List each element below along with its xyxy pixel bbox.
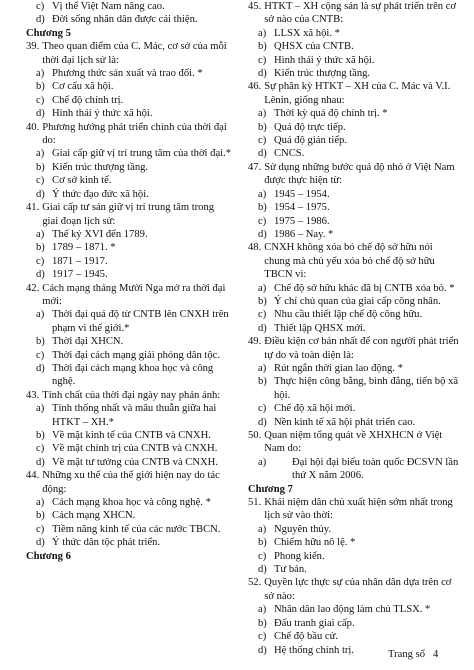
option-text: Kiến trúc thượng tầng.: [52, 161, 149, 173]
question: [26, 40, 232, 67]
answer-option: [248, 295, 460, 308]
option-text: Hình thái ý thức xã hội.: [274, 54, 375, 66]
option-text: Ý thức dân tộc phát triển.: [52, 537, 161, 549]
question: [26, 282, 232, 309]
answer-option: [248, 121, 460, 134]
option-label: c): [258, 135, 267, 147]
answer-option: [26, 94, 232, 107]
answer-option: [248, 563, 460, 576]
option-label: c): [258, 631, 267, 643]
option-label: c): [36, 349, 45, 361]
option-label: d): [258, 644, 267, 656]
option-text: Tư bản.: [274, 564, 307, 576]
question-number: 43.: [26, 389, 40, 401]
option-text: Tiềm năng kinh tế của các nước TBCN.: [52, 523, 221, 535]
option-text: Giai cấp giữ vị trí trung tâm của thời đại.*: [52, 148, 232, 160]
option-text: Cách mạng XHCN.: [52, 510, 136, 522]
option-label: c): [36, 255, 45, 267]
question-text: Sử dụng những bước quá độ nhỏ ở Việt Nam được thực hiện từ:: [264, 161, 455, 187]
option-text: Thời kỳ quá độ chính trị. *: [274, 108, 388, 120]
answer-option: [248, 188, 460, 201]
option-text: Hình thái ý thức xã hội.: [52, 108, 153, 120]
chapter-heading: Chương 5: [26, 27, 71, 39]
option-label: d): [36, 14, 45, 26]
option-label: c): [258, 215, 267, 227]
answer-option: [248, 67, 460, 80]
page-number: 4: [432, 649, 439, 660]
question: [248, 576, 460, 603]
option-text: Ý chí chủ quan của giai cấp công nhân.: [274, 295, 441, 307]
option-label: d): [36, 188, 45, 200]
left-column: [26, 0, 232, 563]
question-number: 47.: [248, 161, 262, 173]
option-label: a): [258, 456, 267, 468]
answer-option: [248, 308, 460, 321]
option-label: d): [258, 416, 267, 428]
option-text: Thời đại cách mạng khoa học và công nghệ.: [52, 362, 214, 388]
option-text: 1954 – 1975.: [274, 202, 330, 214]
option-label: a): [36, 148, 45, 160]
answer-option: [248, 416, 460, 429]
option-text: Chế độ sở hữu khác đã bị CNTB xóa bỏ. *: [274, 282, 455, 294]
answer-option: [248, 617, 460, 630]
option-label: b): [258, 537, 267, 549]
option-text: Thế kỷ XVI đến 1789.: [52, 228, 148, 240]
answer-option: [26, 13, 232, 26]
answer-option: [26, 80, 232, 93]
option-label: a): [36, 68, 45, 80]
option-label: c): [36, 523, 45, 535]
question: [26, 469, 232, 496]
option-text: 1986 – Nay. *: [274, 228, 334, 240]
answer-option: [26, 349, 232, 362]
chapter-heading: Chương 6: [26, 550, 71, 562]
option-text: Vị thế Việt Nam nâng cao.: [52, 1, 165, 12]
option-text: Nhu cầu thiết lập chế độ công hữu.: [274, 309, 423, 321]
answer-option: [248, 536, 460, 549]
answer-option: [26, 509, 232, 522]
option-text: Đời sống nhân dân được cải thiện.: [52, 14, 198, 26]
answer-option: [26, 0, 232, 13]
answer-option: [26, 442, 232, 455]
answer-option: [26, 241, 232, 254]
question-text: Khái niệm dân chủ xuất hiện sớm nhất trong lịch sử vào thời:: [264, 497, 453, 522]
question-text: HTKT – XH cộng sản là sự phát triển trên cơ sở nào của CNTB:: [264, 1, 457, 26]
question-text: Tính chất của thời đại ngày nay phản ánh:: [42, 389, 221, 401]
option-text: Chế độ bầu cử.: [274, 631, 338, 643]
option-text: Rút ngắn thời gian lao động. *: [274, 362, 403, 374]
question-number: 51.: [248, 497, 262, 509]
option-label: d): [258, 68, 267, 80]
question-text: Cách mạng tháng Mười Nga mở ra thời đại mới:: [42, 282, 226, 307]
answer-option: [248, 107, 460, 120]
option-text: QHSX của CNTB.: [274, 41, 354, 53]
question: [248, 80, 460, 107]
option-label: d): [258, 148, 267, 160]
option-label: b): [258, 295, 267, 307]
question-number: 52.: [248, 577, 262, 589]
option-text: Kiến trúc thượng tầng.: [274, 68, 371, 80]
question: [26, 389, 232, 402]
question-number: 44.: [26, 470, 40, 482]
option-text: Thời đại quá độ từ CNTB lên CNXH trên phạm vi thế giới.*: [52, 309, 229, 334]
answer-option: [26, 67, 232, 80]
option-label: d): [36, 269, 45, 281]
option-text: Chiếm hữu nô lệ. *: [274, 537, 356, 549]
answer-option: [248, 215, 460, 228]
option-label: d): [36, 108, 45, 120]
answer-option: [248, 40, 460, 53]
option-label: c): [36, 94, 45, 106]
option-label: a): [258, 604, 267, 616]
option-label: c): [36, 1, 45, 12]
question-number: 39.: [26, 41, 40, 53]
question-text: Sự phân kỳ HTKT – XH của C. Mác và V.I. Lênin, giống nhau:: [264, 81, 451, 106]
answer-option: [26, 268, 232, 281]
question: [248, 335, 460, 362]
answer-option: [248, 402, 460, 415]
option-label: c): [36, 175, 45, 187]
option-label: a): [36, 309, 45, 321]
answer-option: [26, 335, 232, 348]
answer-option: [26, 308, 232, 335]
option-label: b): [36, 510, 45, 522]
option-text: 1917 – 1945.: [52, 269, 108, 281]
option-label: c): [36, 443, 45, 455]
option-text: Thực hiện công bằng, bình đẳng, tiến bộ xã hội.: [274, 376, 459, 401]
option-label: d): [36, 456, 45, 468]
option-text: Cách mạng khoa học và công nghệ. *: [52, 497, 211, 509]
option-text: 1945 – 1954.: [274, 188, 330, 200]
option-label: d): [36, 537, 45, 549]
question-number: 50.: [248, 430, 262, 441]
answer-option: [248, 362, 460, 375]
question-number: 48.: [248, 242, 262, 254]
option-text: Chế độ chính trị.: [52, 94, 124, 106]
answer-option: [26, 402, 232, 429]
option-text: Quá độ gián tiếp.: [274, 135, 347, 147]
answer-option: [26, 429, 232, 442]
answer-option: [26, 536, 232, 549]
option-text: Về mặt kinh tế của CNTB và CNXH.: [52, 430, 211, 441]
answer-option: [26, 523, 232, 536]
question-text: Quyền lực thực sự của nhân dân dựa trên cơ sở nào:: [264, 577, 452, 602]
answer-option: [26, 188, 232, 201]
answer-option: [248, 603, 460, 616]
option-label: a): [36, 497, 45, 509]
option-text: Hệ thống chính trị.: [274, 644, 355, 656]
option-text: 1871 – 1917.: [52, 255, 108, 267]
question-number: 45.: [248, 1, 262, 12]
question-text: Những xu thế của thế giới hiện nay do tác động:: [42, 470, 220, 495]
answer-option: [26, 107, 232, 120]
option-label: a): [258, 282, 267, 294]
option-text: Thời đại cách mạng giải phóng dân tộc.: [52, 349, 220, 361]
answer-option: [248, 523, 460, 536]
question-number: 46.: [248, 81, 262, 93]
right-column: [248, 0, 460, 657]
question-number: 40.: [26, 121, 40, 133]
question: [248, 0, 460, 27]
answer-option: [26, 174, 232, 187]
answer-option: [26, 147, 232, 160]
question-text: Theo quan điểm của C. Mác, cơ sở của mỗi thời đại lịch sử là:: [42, 41, 227, 66]
option-label: c): [258, 550, 267, 562]
question-text: Giai cấp tư sản giữ vị trí trung tâm trong giai đoạn lịch sử:: [42, 202, 215, 227]
page-footer: [388, 649, 438, 660]
option-text: Cơ sở kinh tế.: [52, 175, 112, 187]
answer-option: [26, 161, 232, 174]
question: [248, 241, 460, 281]
answer-option: [248, 456, 460, 483]
option-text: Phương thức sản xuất và trao đổi. *: [52, 68, 203, 80]
answer-option: [248, 375, 460, 402]
option-text: Nhân dân lao động làm chủ TLSX. *: [274, 604, 431, 616]
answer-option: [26, 228, 232, 241]
option-label: a): [258, 523, 267, 535]
question-text: Quan niệm tổng quát về XHXHCN ở Việt Nam do:: [264, 430, 443, 455]
option-label: b): [258, 376, 267, 388]
option-text: Thời đại XHCN.: [52, 336, 124, 348]
answer-option: [248, 134, 460, 147]
answer-option: [26, 255, 232, 268]
option-label: b): [258, 202, 267, 214]
option-text: Đại hội đại biểu toàn quốc ĐCSVN lần thứ X năm 2006.: [292, 456, 459, 482]
question: [248, 429, 460, 456]
chapter-heading: Chương 7: [248, 483, 293, 495]
answer-option: [248, 54, 460, 67]
option-label: d): [258, 564, 267, 576]
answer-option: [248, 147, 460, 160]
option-text: Thiết lập QHSX mới.: [274, 322, 366, 334]
question: [26, 201, 232, 228]
option-text: Nền kinh tế xã hội phát triển cao.: [274, 416, 416, 428]
option-text: Cơ cấu xã hội.: [52, 81, 114, 93]
option-text: 1789 – 1871. *: [52, 242, 116, 254]
question-number: 41.: [26, 202, 40, 214]
option-label: a): [258, 362, 267, 374]
question-number: 42.: [26, 282, 40, 294]
option-label: c): [258, 309, 267, 321]
answer-option: [26, 496, 232, 509]
answer-option: [248, 550, 460, 563]
answer-option: [248, 27, 460, 40]
option-label: d): [258, 228, 267, 240]
option-label: d): [258, 322, 267, 334]
option-label: c): [258, 403, 267, 415]
answer-option: [248, 630, 460, 643]
option-text: 1975 – 1986.: [274, 215, 330, 227]
option-label: b): [36, 161, 45, 173]
option-label: d): [36, 362, 45, 374]
option-label: b): [258, 617, 267, 629]
option-text: Về mặt chính trị của CNTB và CNXH.: [52, 443, 218, 455]
answer-option: [248, 228, 460, 241]
option-label: a): [258, 188, 267, 200]
option-text: Quá độ trực tiếp.: [274, 121, 346, 133]
option-text: Chế độ xã hội mới.: [274, 403, 356, 415]
option-label: b): [36, 430, 45, 441]
option-text: Nguyên thủy.: [274, 523, 331, 535]
option-label: b): [36, 81, 45, 93]
option-text: Về mặt tư tưởng của CNTB và CNXH.: [52, 456, 218, 468]
option-label: a): [36, 228, 45, 240]
option-label: b): [258, 41, 267, 53]
answer-option: [248, 201, 460, 214]
option-label: a): [258, 108, 267, 120]
question: [26, 121, 232, 148]
question-number: 49.: [248, 336, 262, 348]
option-label: a): [258, 27, 267, 39]
option-text: CNCS.: [274, 148, 305, 160]
answer-option: [26, 456, 232, 469]
option-text: Đấu tranh giai cấp.: [274, 617, 355, 629]
option-text: Phong kiến.: [274, 550, 325, 562]
answer-option: [248, 282, 460, 295]
option-text: Tính thống nhất và mâu thuẫn giữa hai HTKT – XH.*: [52, 403, 217, 428]
question: [248, 496, 460, 523]
question-text: Điều kiện cơ bản nhất để con người phát triển tự do và toàn diện là:: [264, 336, 459, 361]
option-label: b): [258, 121, 267, 133]
option-text: Ý thức đạo đức xã hội.: [52, 188, 149, 200]
option-label: b): [36, 336, 45, 348]
option-text: LLSX xã hội. *: [274, 27, 340, 39]
page-label: Trang số: [388, 649, 425, 660]
option-label: c): [258, 54, 267, 66]
question-text: Phương hướng phát triển chính của thời đại do:: [42, 121, 227, 147]
question: [248, 161, 460, 188]
option-label: b): [36, 242, 45, 254]
option-label: a): [36, 403, 45, 415]
question-text: CNXH không xóa bỏ chế độ sở hữu nói chung mà chủ yếu xóa bỏ chế độ sở hữu TBCN vì:: [264, 242, 435, 281]
answer-option: [248, 322, 460, 335]
answer-option: [26, 362, 232, 389]
